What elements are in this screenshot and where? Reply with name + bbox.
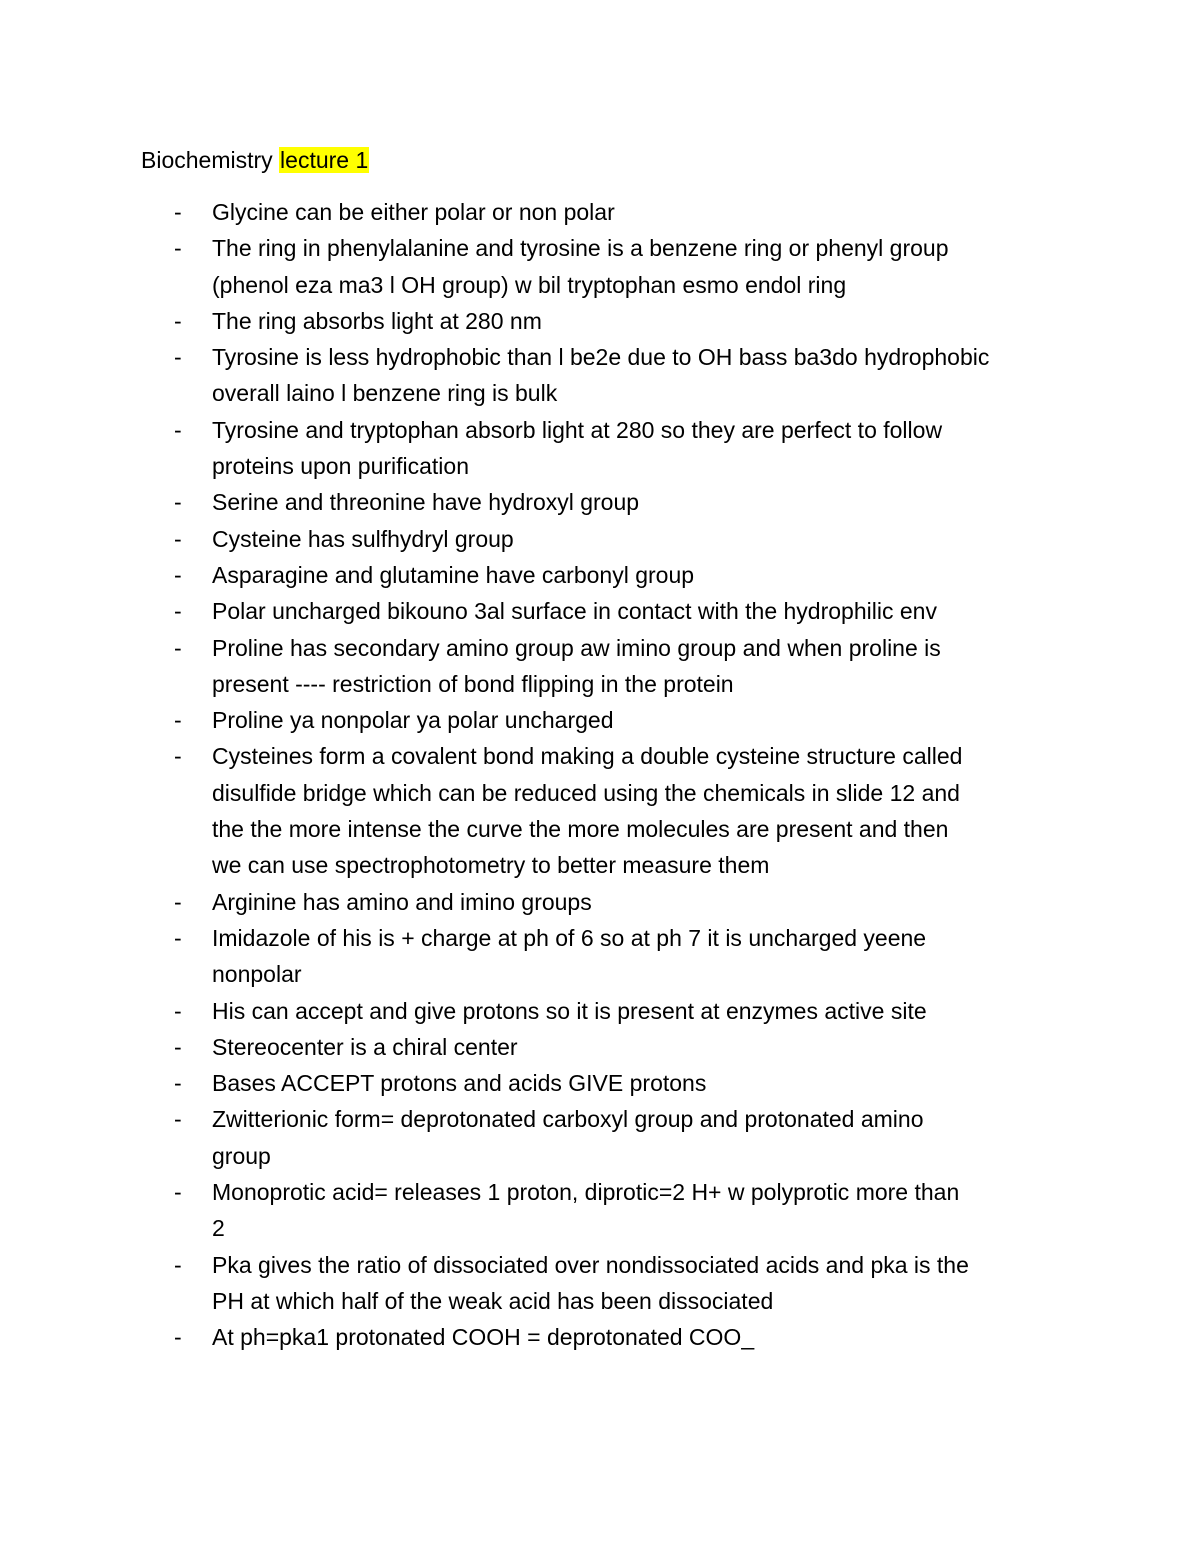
list-item — [0, 194, 1200, 230]
bullet-dash: - — [174, 1251, 182, 1278]
list-item — [0, 484, 1200, 520]
bullet-dash: - — [174, 924, 182, 951]
bullet-dash: - — [174, 561, 182, 588]
list-item — [0, 884, 1200, 920]
list-item — [0, 1174, 1200, 1247]
list-item-text: Tyrosine and tryptophan absorb light at 280 so they are perfect to follow proteins upon purification — [212, 416, 943, 480]
bullet-dash: - — [174, 525, 182, 552]
bullet-dash: - — [174, 1179, 182, 1206]
bullet-dash: - — [174, 1106, 182, 1133]
bullet-dash: - — [174, 199, 182, 225]
list-item-text: The ring absorbs light at 280 nm — [212, 307, 542, 334]
bullet-dash: - — [174, 489, 182, 516]
bullet-dash: - — [174, 634, 182, 661]
bullet-dash: - — [174, 707, 182, 734]
list-item-text: Asparagine and glutamine have carbonyl group — [212, 561, 695, 588]
list-item — [0, 557, 1200, 593]
list-item-text: Glycine can be either polar or non polar — [212, 199, 615, 225]
list-item-text: Tyrosine is less hydrophobic than l be2e due to OH bass ba3do hydrophobic overall laino l benzene ring is bulk — [212, 344, 990, 407]
title-prefix: Biochemistry — [141, 147, 280, 173]
list-item-text: Polar uncharged bikouno 3al surface in contact with the hydrophilic env — [212, 598, 937, 625]
bullet-dash: - — [174, 1070, 182, 1097]
list-item-text: Stereocenter is a chiral center — [212, 1033, 518, 1060]
title-highlight: lecture 1 — [280, 147, 369, 173]
list-item-text: Proline ya nonpolar ya polar uncharged — [212, 707, 614, 734]
list-item-text: His can accept and give protons so it is present at enzymes active site — [212, 997, 927, 1024]
list-item — [0, 920, 1200, 993]
list-item-text: Monoprotic acid= releases 1 proton, diprotic=2 H+ w polyprotic more than 2 — [212, 1179, 960, 1242]
list-item-text: Cysteine has sulfhydryl group — [212, 525, 514, 552]
list-item-text: Bases ACCEPT protons and acids GIVE protons — [212, 1070, 707, 1097]
bullet-dash: - — [174, 598, 182, 625]
list-item — [0, 1319, 1200, 1355]
list-item — [0, 738, 1200, 883]
list-item — [0, 230, 1200, 303]
bullet-dash: - — [174, 1324, 182, 1351]
bullet-dash: - — [174, 997, 182, 1024]
list-item-text: The ring in phenylalanine and tyrosine is a benzene ring or phenyl group (phenol eza ma3 l OH group) w bil tryptophan esmo endol ring — [212, 235, 949, 298]
bullet-dash: - — [174, 344, 182, 371]
list-item — [0, 412, 1200, 485]
list-item — [0, 1101, 1200, 1174]
list-item-text: At ph=pka1 protonated COOH = deprotonated COO_ — [212, 1324, 755, 1351]
list-item — [0, 303, 1200, 339]
list-item — [0, 593, 1200, 629]
list-item — [0, 1065, 1200, 1101]
list-item — [0, 1029, 1200, 1065]
list-item-text: Pka gives the ratio of dissociated over nondissociated acids and pka is the PH at which half of the weak acid has been dissociated — [212, 1251, 969, 1314]
bullet-dash: - — [174, 307, 182, 334]
list-item-text: Cysteines form a covalent bond making a double cysteine structure called disulfide bridge which can be reduced using the chemicals in slide 12 and the the more intense the curve the more molecules are present and then we can use spectrophotometry to better measure them — [212, 743, 963, 879]
bullet-dash: - — [174, 743, 182, 770]
list-item — [0, 339, 1200, 412]
list-item-text: Serine and threonine have hydroxyl group — [212, 489, 640, 516]
list-item-text: Zwitterionic form= deprotonated carboxyl group and protonated amino group — [212, 1106, 924, 1169]
list-item — [0, 993, 1200, 1029]
list-item — [0, 1247, 1200, 1320]
list-item-text: Proline has secondary amino group aw imino group and when proline is present ---- restriction of bond flipping in the protein — [212, 634, 941, 697]
bullet-dash: - — [174, 1033, 182, 1060]
list-item — [0, 702, 1200, 738]
bullet-dash: - — [174, 888, 182, 915]
list-item — [0, 521, 1200, 557]
list-item-text: Imidazole of his is + charge at ph of 6 so at ph 7 it is uncharged yeene nonpolar — [212, 924, 927, 988]
bullet-dash: - — [174, 235, 182, 262]
list-item-text: Arginine has amino and imino groups — [212, 888, 592, 915]
bullet-list — [0, 194, 1200, 1356]
bullet-dash: - — [174, 416, 182, 443]
document-title — [141, 142, 369, 178]
list-item — [0, 630, 1200, 703]
